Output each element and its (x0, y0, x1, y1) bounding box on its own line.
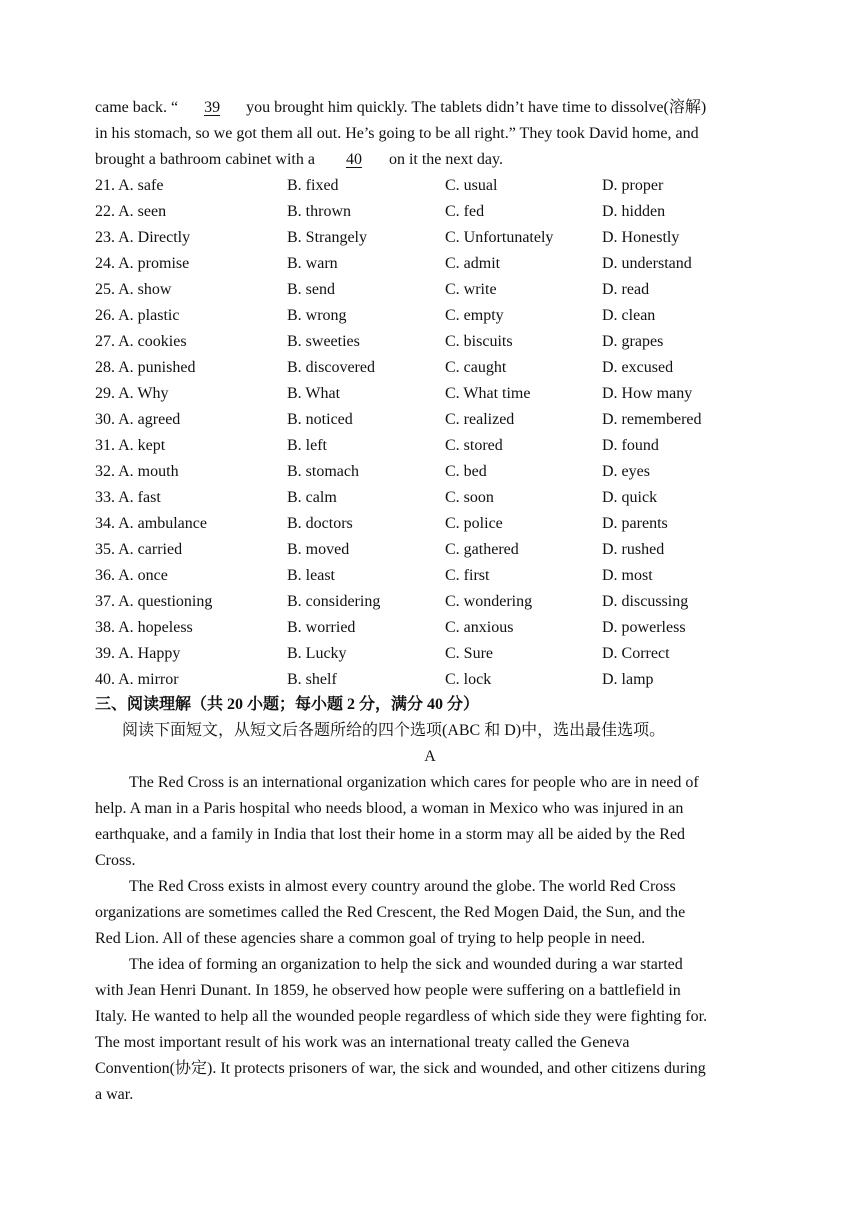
passage-line: with Jean Henri Dunant. In 1859, he observed how people were suffering on a battlefield in (95, 982, 681, 999)
option-row (95, 589, 775, 615)
option-row (95, 563, 775, 589)
option-b: B. shelf (287, 671, 337, 688)
option-c: C. gathered (445, 541, 519, 558)
option-c: C. Sure (445, 645, 493, 662)
option-a: 30. A. agreed (95, 411, 181, 428)
option-b: B. left (287, 437, 327, 454)
option-a: 26. A. plastic (95, 307, 180, 324)
option-a: 27. A. cookies (95, 333, 187, 350)
option-c: C. realized (445, 411, 515, 428)
option-a: 37. A. questioning (95, 593, 213, 610)
option-c: C. biscuits (445, 333, 513, 350)
option-b: B. sweeties (287, 333, 360, 350)
option-row (95, 433, 775, 459)
passage-line: a war. (95, 1086, 134, 1103)
passage-line: Convention(协定). It protects prisoners of war, the sick and wounded, and other citizens during (95, 1060, 706, 1077)
option-b: B. discovered (287, 359, 375, 376)
option-row (95, 459, 775, 485)
option-row (95, 615, 775, 641)
option-b: B. What (287, 385, 341, 402)
option-d: D. discussing (602, 593, 689, 610)
option-c: C. Unfortunately (445, 229, 554, 246)
option-c: C. caught (445, 359, 507, 376)
option-d: D. found (602, 437, 659, 454)
option-a: 32. A. mouth (95, 463, 179, 480)
option-b: B. worried (287, 619, 356, 636)
option-d: D. Honestly (602, 229, 680, 246)
option-c: C. lock (445, 671, 492, 688)
option-a: 24. A. promise (95, 255, 190, 272)
option-c: C. usual (445, 177, 498, 194)
option-a: 31. A. kept (95, 437, 166, 454)
option-b: B. Strangely (287, 229, 367, 246)
option-a: 40. A. mirror (95, 671, 179, 688)
option-b: B. moved (287, 541, 350, 558)
text-segment: on it the next day. (388, 151, 503, 168)
option-a: 39. A. Happy (95, 645, 181, 662)
option-d: D. hidden (602, 203, 666, 220)
option-row (95, 537, 775, 563)
option-a: 28. A. punished (95, 359, 196, 376)
option-b: B. stomach (287, 463, 359, 480)
option-b: B. least (287, 567, 335, 584)
passage-line: earthquake, and a family in India that lost their home in a storm may all be aided by the Red (95, 826, 686, 843)
option-b: B. send (287, 281, 335, 298)
option-c: C. first (445, 567, 490, 584)
option-b: B. considering (287, 593, 381, 610)
option-a: 29. A. Why (95, 385, 169, 402)
option-a: 36. A. once (95, 567, 168, 584)
option-c: C. empty (445, 307, 504, 324)
option-row (95, 199, 775, 225)
option-row (95, 173, 775, 199)
continuation-line-1 (95, 95, 775, 121)
option-d: D. rushed (602, 541, 665, 558)
instruction: 阅读下面短文，从短文后各题所给的四个选项(ABC 和 D)中，选出最佳选项。 (122, 722, 666, 739)
option-b: B. thrown (287, 203, 351, 220)
option-d: D. How many (602, 385, 693, 402)
option-row (95, 667, 775, 693)
section-heading: 三、阅读理解（共 20 小题；每小题 2 分，满分 40 分） (95, 696, 480, 713)
option-d: D. parents (602, 515, 668, 532)
option-c: C. write (445, 281, 497, 298)
option-b: B. warn (287, 255, 338, 272)
option-d: D. eyes (602, 463, 650, 480)
option-row (95, 225, 775, 251)
passage-line: help. A man in a Paris hospital who needs blood, a woman in Mexico who was injured in an (95, 800, 684, 817)
option-row (95, 381, 775, 407)
option-c: C. admit (445, 255, 501, 272)
passage-line: Red Lion. All of these agencies share a common goal of trying to help people in need. (95, 930, 646, 947)
blank-40: 40 (345, 151, 362, 168)
option-c: C. fed (445, 203, 485, 220)
option-c: C. bed (445, 463, 487, 480)
continuation-line-2: in his stomach, so we got them all out. He’s going to be all right.” They took David home, and (95, 125, 699, 142)
option-b: B. fixed (287, 177, 339, 194)
option-d: D. read (602, 281, 650, 298)
option-row (95, 355, 775, 381)
passage-line: The idea of forming an organization to help the sick and wounded during a war started (129, 956, 683, 973)
option-a: 22. A. seen (95, 203, 167, 220)
option-c: C. soon (445, 489, 494, 506)
option-d: D. understand (602, 255, 692, 272)
option-row (95, 329, 775, 355)
option-c: C. wondering (445, 593, 533, 610)
passage-line: Cross. (95, 852, 136, 869)
option-row (95, 277, 775, 303)
passage-line: The Red Cross is an international organization which cares for people who are in need of (129, 774, 699, 791)
option-b: B. Lucky (287, 645, 347, 662)
option-a: 34. A. ambulance (95, 515, 207, 532)
blank-39: 39 (204, 99, 221, 116)
option-row (95, 251, 775, 277)
option-row (95, 641, 775, 667)
option-c: C. anxious (445, 619, 514, 636)
option-d: D. grapes (602, 333, 664, 350)
text-segment: brought a bathroom cabinet with a (95, 151, 319, 168)
option-row (95, 303, 775, 329)
option-d: D. remembered (602, 411, 702, 428)
option-d: D. proper (602, 177, 664, 194)
option-a: 25. A. show (95, 281, 172, 298)
option-b: B. noticed (287, 411, 353, 428)
option-a: 23. A. Directly (95, 229, 191, 246)
passage-label: A (424, 748, 436, 765)
option-d: D. clean (602, 307, 656, 324)
option-a: 35. A. carried (95, 541, 183, 558)
option-d: D. quick (602, 489, 658, 506)
option-c: C. What time (445, 385, 531, 402)
option-row (95, 511, 775, 537)
passage-line: organizations are sometimes called the Red Crescent, the Red Mogen Daid, the Sun, and the (95, 904, 686, 921)
option-row (95, 485, 775, 511)
passage-line: The Red Cross exists in almost every country around the globe. The world Red Cross (129, 878, 676, 895)
option-row (95, 407, 775, 433)
option-d: D. lamp (602, 671, 654, 688)
option-d: D. most (602, 567, 653, 584)
option-c: C. police (445, 515, 503, 532)
option-b: B. calm (287, 489, 337, 506)
continuation-line-3 (95, 147, 775, 173)
passage-line: The most important result of his work was an international treaty called the Geneva (95, 1034, 630, 1051)
option-b: B. doctors (287, 515, 353, 532)
text-segment: came back. “ (95, 99, 179, 116)
option-d: D. excused (602, 359, 674, 376)
option-d: D. powerless (602, 619, 686, 636)
text-segment: you brought him quickly. The tablets didn’t have time to dissolve(溶解) (246, 99, 707, 116)
option-b: B. wrong (287, 307, 347, 324)
option-d: D. Correct (602, 645, 670, 662)
option-c: C. stored (445, 437, 503, 454)
option-a: 38. A. hopeless (95, 619, 193, 636)
option-a: 21. A. safe (95, 177, 164, 194)
passage-line: Italy. He wanted to help all the wounded people regardless of which side they were fighting for. (95, 1008, 708, 1025)
option-a: 33. A. fast (95, 489, 161, 506)
